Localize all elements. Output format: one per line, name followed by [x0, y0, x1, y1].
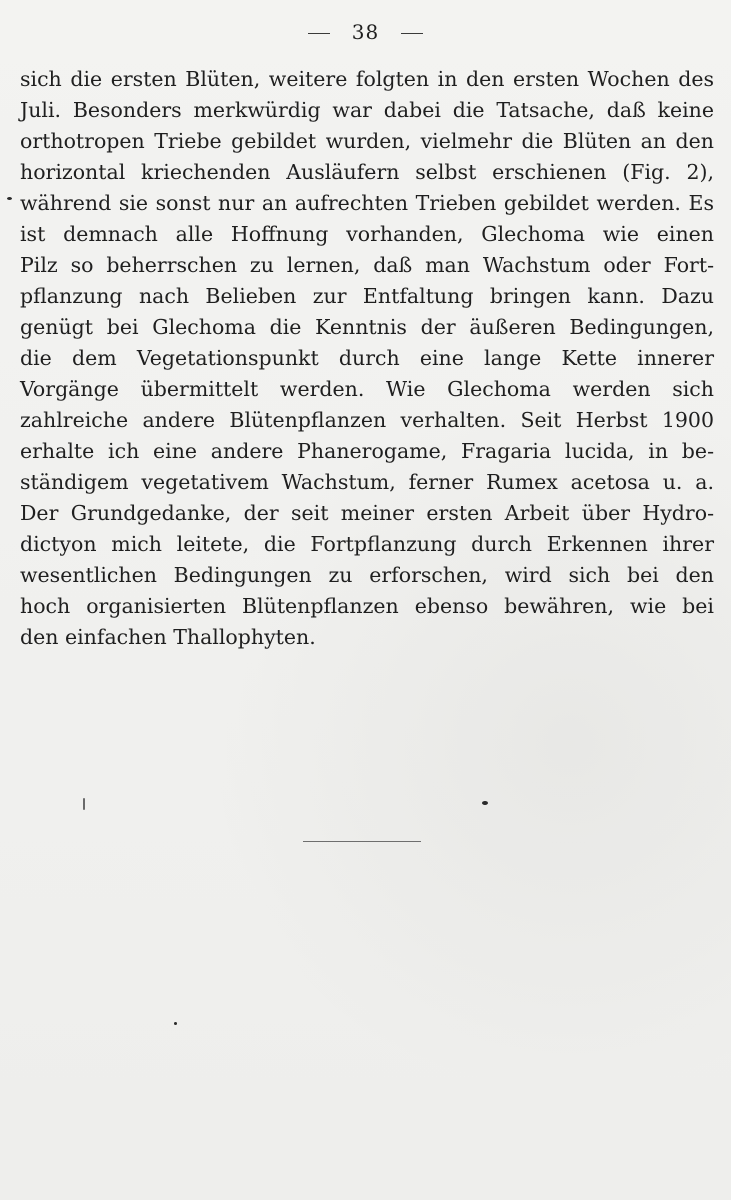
ink-speck [174, 1022, 177, 1025]
text-line: zahlreiche andere Blütenpflanzen verhalten. Seit Herbst 1900 [20, 408, 714, 432]
text-line: hoch organisierten Blütenpflanzen ebenso bewähren, wie bei [20, 594, 714, 618]
text-line: ständigem vegetativem Wachstum, ferner Rumex acetosa u. a. [20, 470, 714, 494]
text-line: Pilz so beherrschen zu lernen, daß man Wachstum oder Fort- [20, 253, 714, 277]
text-line: die dem Vegetationspunkt durch eine lange Kette innerer [20, 346, 714, 370]
ink-speck [83, 798, 85, 810]
text-line: Vorgänge übermittelt werden. Wie Glechoma werden sich [20, 377, 714, 401]
header-dash-left [308, 33, 330, 34]
text-line: orthotropen Triebe gebildet wurden, vielmehr die Blüten an den [20, 129, 714, 153]
text-line: Juli. Besonders merkwürdig war dabei die Tatsache, daß keine [20, 98, 714, 122]
body-paragraph [20, 64, 714, 653]
text-line: erhalte ich eine andere Phanerogame, Fragaria lucida, in be- [20, 439, 714, 463]
ink-speck [482, 801, 488, 805]
text-line: während sie sonst nur an aufrechten Trieben gebildet werden. Es [20, 191, 714, 215]
text-line: wesentlichen Bedingungen zu erforschen, wird sich bei den [20, 563, 714, 587]
text-line: sich die ersten Blüten, weitere folgten in den ersten Wochen des [20, 67, 714, 91]
text-line: ist demnach alle Hoffnung vorhanden, Glechoma wie einen [20, 222, 714, 246]
text-line-last: den einfachen Thallophyten. [20, 625, 316, 649]
page-number: 38 [351, 20, 380, 44]
ink-speck [7, 197, 12, 200]
page-header [0, 20, 731, 44]
text-line: dictyon mich leitete, die Fortpflanzung durch Erkennen ihrer [20, 532, 714, 556]
text-line: pflanzung nach Belieben zur Entfaltung bringen kann. Dazu [20, 284, 714, 308]
text-line: horizontal kriechenden Ausläufern selbst erschienen (Fig. 2), [20, 160, 714, 184]
header-dash-right [401, 33, 423, 34]
section-end-rule [303, 841, 421, 842]
text-line: Der Grundgedanke, der seit meiner ersten Arbeit über Hydro- [20, 501, 714, 525]
text-line: genügt bei Glechoma die Kenntnis der äußeren Bedingungen, [20, 315, 714, 339]
